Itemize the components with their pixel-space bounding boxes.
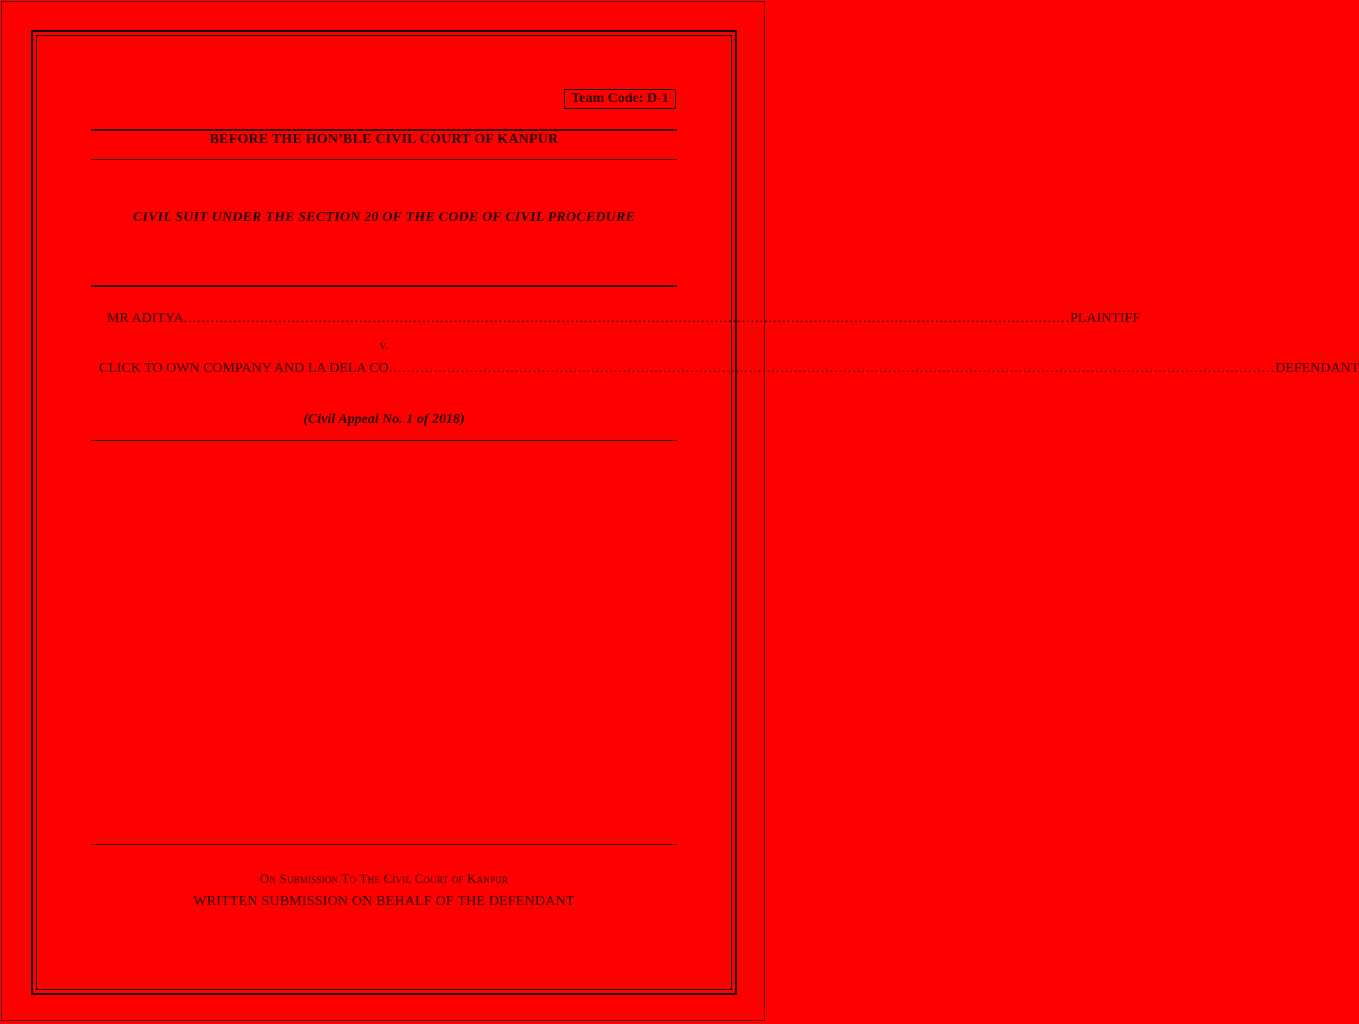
plaintiff-line	[107, 311, 1141, 327]
appeal-number: (Civil Appeal No. 1 of 2018)	[303, 412, 465, 427]
versus-label: v.	[379, 337, 389, 352]
team-code-box: Team Code: D-1	[564, 89, 676, 109]
court-title-top-rule	[91, 129, 677, 131]
submission-to-line: On Submission To The Civil Court of Kanpur	[259, 871, 509, 886]
court-title-bottom-rule	[91, 159, 677, 160]
footer-top-rule	[91, 844, 677, 845]
defendant-line	[99, 361, 1359, 377]
written-submission-line: WRITTEN SUBMISSION ON BEHALF OF THE DEFENDANT	[193, 894, 575, 909]
parties-top-rule	[91, 285, 677, 287]
defendant-role: DEFENDANT	[1275, 361, 1359, 376]
plaintiff-leader-dots: .....................................................................................................................................................................................................	[183, 311, 1071, 326]
plaintiff-name: MR ADITYA	[107, 311, 184, 326]
page-inner-border	[36, 35, 732, 990]
suit-title: CIVIL SUIT UNDER THE SECTION 20 OF THE CODE OF CIVIL PROCEDURE	[132, 210, 636, 225]
plaintiff-role: PLAINTIFF	[1070, 311, 1141, 326]
defendant-name: CLICK TO OWN COMPANY AND LA DELA CO	[99, 361, 389, 376]
court-title: BEFORE THE HON’BLE CIVIL COURT OF KANPUR	[209, 132, 559, 147]
defendant-leader-dots: .....................................................................................................................................................................................................	[388, 361, 1276, 376]
parties-bottom-rule	[91, 440, 677, 441]
